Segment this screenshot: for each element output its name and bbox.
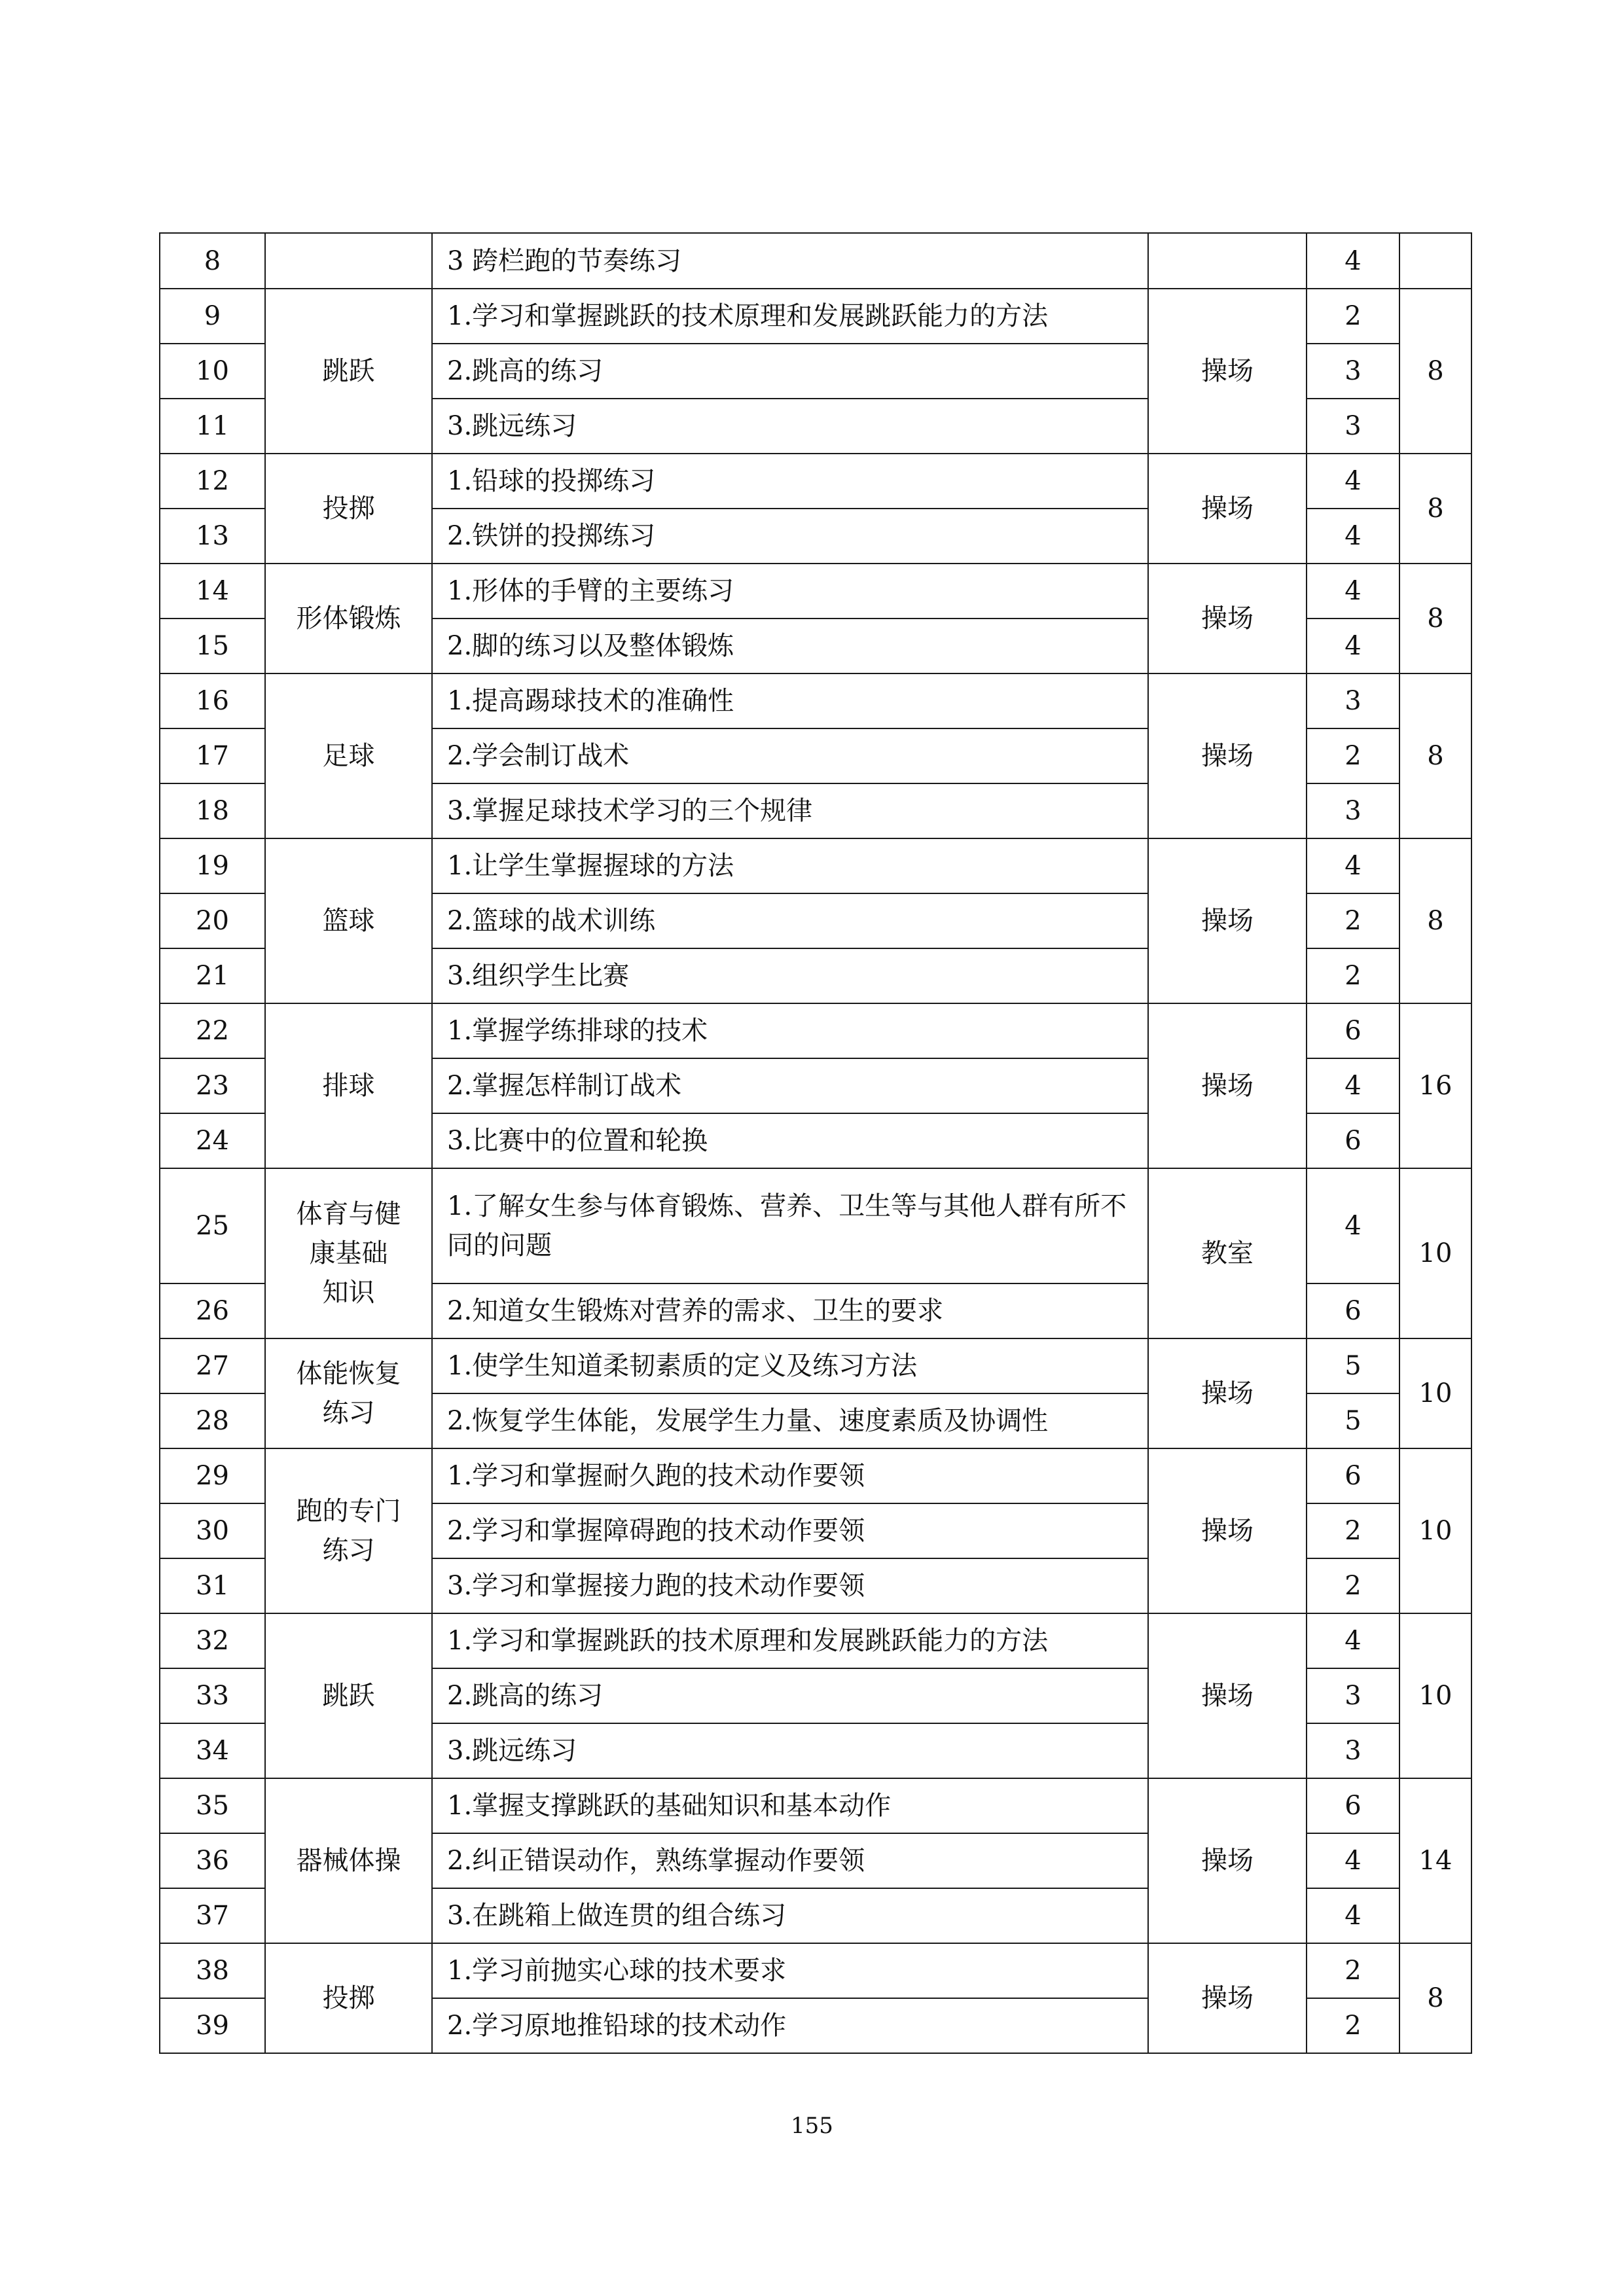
total-hours: 10 bbox=[1399, 1338, 1471, 1448]
lesson-content: 2.跳高的练习 bbox=[432, 1668, 1148, 1723]
lesson-hours: 3 bbox=[1307, 783, 1399, 838]
lesson-hours: 2 bbox=[1307, 1943, 1399, 1998]
total-hours: 14 bbox=[1399, 1778, 1471, 1943]
lesson-number: 39 bbox=[160, 1998, 265, 2053]
lesson-hours: 6 bbox=[1307, 1448, 1399, 1503]
lesson-hours: 3 bbox=[1307, 399, 1399, 454]
venue-cell: 操场 bbox=[1148, 1613, 1307, 1778]
lesson-content: 2.跳高的练习 bbox=[432, 344, 1148, 399]
lesson-number: 12 bbox=[160, 454, 265, 509]
lesson-number: 33 bbox=[160, 1668, 265, 1723]
venue-cell: 操场 bbox=[1148, 838, 1307, 1003]
lesson-hours: 2 bbox=[1307, 948, 1399, 1003]
lesson-number: 38 bbox=[160, 1943, 265, 1998]
table-row bbox=[160, 289, 1471, 344]
venue-cell: 操场 bbox=[1148, 1778, 1307, 1943]
topic-cell: 跳跃 bbox=[265, 289, 432, 454]
lesson-number: 13 bbox=[160, 509, 265, 564]
topic-cell: 篮球 bbox=[265, 838, 432, 1003]
lesson-content: 2.铁饼的投掷练习 bbox=[432, 509, 1148, 564]
table-row bbox=[160, 1168, 1471, 1283]
lesson-content: 1.形体的手臂的主要练习 bbox=[432, 564, 1148, 619]
lesson-hours: 2 bbox=[1307, 1503, 1399, 1558]
lesson-hours: 3 bbox=[1307, 1668, 1399, 1723]
lesson-number: 23 bbox=[160, 1058, 265, 1113]
total-hours bbox=[1399, 233, 1471, 289]
lesson-hours: 4 bbox=[1307, 1613, 1399, 1668]
table-row bbox=[160, 1778, 1471, 1833]
lesson-content: 2.学习原地推铅球的技术动作 bbox=[432, 1998, 1148, 2053]
table-row bbox=[160, 454, 1471, 509]
table-row bbox=[160, 1338, 1471, 1393]
course-schedule-table bbox=[159, 232, 1472, 2054]
lesson-number: 28 bbox=[160, 1393, 265, 1448]
table-row bbox=[160, 673, 1471, 728]
lesson-hours: 3 bbox=[1307, 673, 1399, 728]
venue-cell: 操场 bbox=[1148, 1943, 1307, 2053]
lesson-content: 2.掌握怎样制订战术 bbox=[432, 1058, 1148, 1113]
lesson-hours: 2 bbox=[1307, 893, 1399, 948]
venue-cell: 操场 bbox=[1148, 454, 1307, 564]
lesson-number: 36 bbox=[160, 1833, 265, 1888]
topic-line: 体能恢复 bbox=[296, 1359, 401, 1389]
table-row bbox=[160, 1003, 1471, 1058]
lesson-hours: 4 bbox=[1307, 1833, 1399, 1888]
lesson-number: 35 bbox=[160, 1778, 265, 1833]
venue-cell bbox=[1148, 233, 1307, 289]
lesson-number: 16 bbox=[160, 673, 265, 728]
total-hours: 8 bbox=[1399, 838, 1471, 1003]
lesson-content: 1.掌握支撑跳跃的基础知识和基本动作 bbox=[432, 1778, 1148, 1833]
lesson-number: 26 bbox=[160, 1283, 265, 1338]
venue-cell: 操场 bbox=[1148, 673, 1307, 838]
lesson-hours: 6 bbox=[1307, 1283, 1399, 1338]
lesson-number: 8 bbox=[160, 233, 265, 289]
lesson-content: 3.在跳箱上做连贯的组合练习 bbox=[432, 1888, 1148, 1943]
lesson-number: 11 bbox=[160, 399, 265, 454]
lesson-content: 3.掌握足球技术学习的三个规律 bbox=[432, 783, 1148, 838]
lesson-hours: 4 bbox=[1307, 509, 1399, 564]
page-number: 155 bbox=[791, 2113, 833, 2139]
lesson-hours: 4 bbox=[1307, 619, 1399, 673]
lesson-hours: 4 bbox=[1307, 1058, 1399, 1113]
lesson-content: 1.使学生知道柔韧素质的定义及练习方法 bbox=[432, 1338, 1148, 1393]
lesson-hours: 4 bbox=[1307, 454, 1399, 509]
lesson-hours: 2 bbox=[1307, 289, 1399, 344]
topic-cell: 足球 bbox=[265, 673, 432, 838]
total-hours: 8 bbox=[1399, 289, 1471, 454]
lesson-number: 21 bbox=[160, 948, 265, 1003]
topic-line: 练习 bbox=[322, 1398, 375, 1428]
lesson-number: 9 bbox=[160, 289, 265, 344]
lesson-number: 17 bbox=[160, 728, 265, 783]
topic-cell bbox=[265, 233, 432, 289]
lesson-content: 2.学习和掌握障碍跑的技术动作要领 bbox=[432, 1503, 1148, 1558]
lesson-number: 10 bbox=[160, 344, 265, 399]
table-row bbox=[160, 1448, 1471, 1503]
lesson-number: 34 bbox=[160, 1723, 265, 1778]
venue-cell: 操场 bbox=[1148, 564, 1307, 673]
total-hours: 8 bbox=[1399, 564, 1471, 673]
total-hours: 8 bbox=[1399, 1943, 1471, 2053]
lesson-number: 31 bbox=[160, 1558, 265, 1613]
lesson-hours: 4 bbox=[1307, 564, 1399, 619]
topic-line: 跑的专门 bbox=[296, 1496, 401, 1526]
lesson-content: 1.学习和掌握跳跃的技术原理和发展跳跃能力的方法 bbox=[432, 1613, 1148, 1668]
total-hours: 8 bbox=[1399, 673, 1471, 838]
topic-cell bbox=[265, 1168, 432, 1338]
lesson-content: 1.学习前抛实心球的技术要求 bbox=[432, 1943, 1148, 1998]
lesson-content: 3 跨栏跑的节奏练习 bbox=[432, 233, 1148, 289]
lesson-hours: 2 bbox=[1307, 1998, 1399, 2053]
lesson-hours: 4 bbox=[1307, 838, 1399, 893]
lesson-hours: 3 bbox=[1307, 1723, 1399, 1778]
topic-line: 知识 bbox=[322, 1278, 375, 1308]
lesson-number: 19 bbox=[160, 838, 265, 893]
lesson-hours: 5 bbox=[1307, 1393, 1399, 1448]
venue-cell: 操场 bbox=[1148, 1448, 1307, 1613]
table-row bbox=[160, 1943, 1471, 1998]
lesson-number: 15 bbox=[160, 619, 265, 673]
lesson-content: 3.跳远练习 bbox=[432, 1723, 1148, 1778]
lesson-number: 32 bbox=[160, 1613, 265, 1668]
lesson-content: 2.脚的练习以及整体锻炼 bbox=[432, 619, 1148, 673]
lesson-number: 14 bbox=[160, 564, 265, 619]
topic-cell: 投掷 bbox=[265, 1943, 432, 2053]
lesson-content: 2.学会制订战术 bbox=[432, 728, 1148, 783]
lesson-number: 29 bbox=[160, 1448, 265, 1503]
topic-cell bbox=[265, 1448, 432, 1613]
lesson-number: 18 bbox=[160, 783, 265, 838]
total-hours: 10 bbox=[1399, 1613, 1471, 1778]
lesson-hours: 2 bbox=[1307, 728, 1399, 783]
lesson-hours: 6 bbox=[1307, 1113, 1399, 1168]
table-row bbox=[160, 564, 1471, 619]
lesson-content: 1.让学生掌握握球的方法 bbox=[432, 838, 1148, 893]
lesson-content: 3.跳远练习 bbox=[432, 399, 1148, 454]
lesson-hours: 6 bbox=[1307, 1003, 1399, 1058]
topic-cell bbox=[265, 1338, 432, 1448]
lesson-number: 27 bbox=[160, 1338, 265, 1393]
topic-cell: 形体锻炼 bbox=[265, 564, 432, 673]
lesson-content: 1.铅球的投掷练习 bbox=[432, 454, 1148, 509]
lesson-number: 25 bbox=[160, 1168, 265, 1283]
table-row bbox=[160, 233, 1471, 289]
lesson-content: 1.提高踢球技术的准确性 bbox=[432, 673, 1148, 728]
lesson-number: 30 bbox=[160, 1503, 265, 1558]
topic-cell: 器械体操 bbox=[265, 1778, 432, 1943]
lesson-number: 24 bbox=[160, 1113, 265, 1168]
lesson-content: 3.比赛中的位置和轮换 bbox=[432, 1113, 1148, 1168]
lesson-hours: 5 bbox=[1307, 1338, 1399, 1393]
lesson-content: 1.学习和掌握跳跃的技术原理和发展跳跃能力的方法 bbox=[432, 289, 1148, 344]
topic-cell: 投掷 bbox=[265, 454, 432, 564]
total-hours: 16 bbox=[1399, 1003, 1471, 1168]
lesson-content: 2.篮球的战术训练 bbox=[432, 893, 1148, 948]
lesson-number: 20 bbox=[160, 893, 265, 948]
topic-line: 体育与健 bbox=[296, 1199, 401, 1229]
lesson-hours: 4 bbox=[1307, 1888, 1399, 1943]
topic-cell: 排球 bbox=[265, 1003, 432, 1168]
lesson-content: 3.组织学生比赛 bbox=[432, 948, 1148, 1003]
topic-cell: 跳跃 bbox=[265, 1613, 432, 1778]
topic-line: 康基础 bbox=[309, 1238, 388, 1268]
total-hours: 8 bbox=[1399, 454, 1471, 564]
lesson-number: 37 bbox=[160, 1888, 265, 1943]
venue-cell: 操场 bbox=[1148, 1003, 1307, 1168]
lesson-content: 1.学习和掌握耐久跑的技术动作要领 bbox=[432, 1448, 1148, 1503]
lesson-hours: 4 bbox=[1307, 1168, 1399, 1283]
lesson-content: 2.知道女生锻炼对营养的需求、卫生的要求 bbox=[432, 1283, 1148, 1338]
lesson-hours: 3 bbox=[1307, 344, 1399, 399]
lesson-content: 3.学习和掌握接力跑的技术动作要领 bbox=[432, 1558, 1148, 1613]
lesson-hours: 6 bbox=[1307, 1778, 1399, 1833]
lesson-content: 2.纠正错误动作，熟练掌握动作要领 bbox=[432, 1833, 1148, 1888]
lesson-content: 2.恢复学生体能，发展学生力量、速度素质及协调性 bbox=[432, 1393, 1148, 1448]
lesson-hours: 2 bbox=[1307, 1558, 1399, 1613]
lesson-hours: 4 bbox=[1307, 233, 1399, 289]
table-row bbox=[160, 1613, 1471, 1668]
venue-cell: 操场 bbox=[1148, 289, 1307, 454]
topic-line: 练习 bbox=[322, 1535, 375, 1566]
venue-cell: 操场 bbox=[1148, 1338, 1307, 1448]
venue-cell: 教室 bbox=[1148, 1168, 1307, 1338]
lesson-content: 1.了解女生参与体育锻炼、营养、卫生等与其他人群有所不同的问题 bbox=[432, 1168, 1148, 1283]
total-hours: 10 bbox=[1399, 1168, 1471, 1338]
lesson-content: 1.掌握学练排球的技术 bbox=[432, 1003, 1148, 1058]
total-hours: 10 bbox=[1399, 1448, 1471, 1613]
table-row bbox=[160, 838, 1471, 893]
lesson-number: 22 bbox=[160, 1003, 265, 1058]
